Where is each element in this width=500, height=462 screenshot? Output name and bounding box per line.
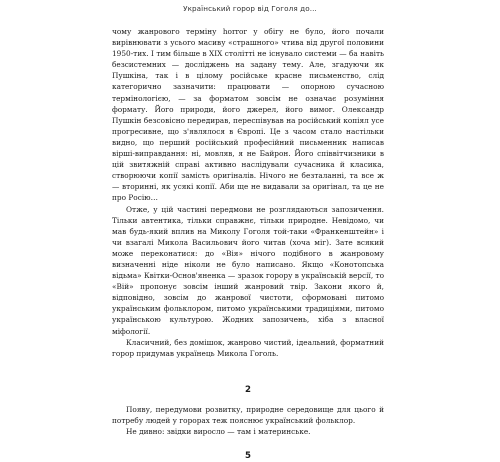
paragraph-3: Класичний, без домішок, жанрово чистий, ідеальний, форматний горор придумав українець Микола Гоголь. [112, 337, 384, 358]
page-number: 5 [245, 451, 251, 462]
running-head: Український горор від Гоголя до... [183, 4, 317, 13]
text-block [112, 26, 384, 462]
paragraph-2: Отже, у цій частині передмови не розглядаються запозичення. Тільки автентика, тільки справжнє, тільки природне. Невідомо, чи мав будь-який вплив на Миколу Гоголя той-таки «Франкенштейн» і чи взагалі Микола Васильович його читав (хоча міг). Зате всякий може переконатися: до «Вія» нічого подібного в жанровому визначенні ніде ніколи не було написано. Якщо «Конотопська відьма» Квітки-Основ'яненка — зразок горору в українській версії, то «Вій» пропонує зовсім інший жанровий твір. Закони якого й, відповідно, зовсім до жанрової чистоти, сформовані питомо українським фольклором, питомо українськими традиціями, питомо українською культурою. Жодних запозичень, хіба з власної міфології. [112, 204, 384, 336]
paragraph-4: Появу, передумови розвитку, природне середовище для цього й потребу людей у горорах теж пояснює український фольклор. [112, 404, 384, 425]
paragraph-1: чому жанрового терміну horror у обігу не було, його почали вирівнювати з усього масиву «страшного» чтива від другої половини 1950-тих. І тим більше в XIX столітті не існувало системи — ба навіть безсистемних — досліджень на задану тему. Але, згадуючи як Пушкіна, так і в цілому російське красне письменство, слід категорично зазначити: працювати — опорною сучасною термінологією, — за форматом зовсім не означає розуміння формату. Його природи, його джерел, його вимог. Олександр Пушкін безсовісно передирав, переспівував на російський копіял усе прогресивне, що з'являлося в Європі. Це з часом стало настільки видно, що перший російський професійний письменник написав вірші-виправдання: ні, мовляв, я не Байрон. Його співвітчизники в цій звитяжній справі активно наслідували сучасника й класика, створюючи копії замість оригіналів. Нічого не безталанні, та все ж — вторинні, як усякі копії. Аби ще не видавали за оригінал, та це не про Росію… [112, 27, 384, 203]
section-number: 2 [245, 384, 251, 395]
paragraph-5: Не дивно: звідки виросло — там і материнське. [126, 427, 311, 437]
